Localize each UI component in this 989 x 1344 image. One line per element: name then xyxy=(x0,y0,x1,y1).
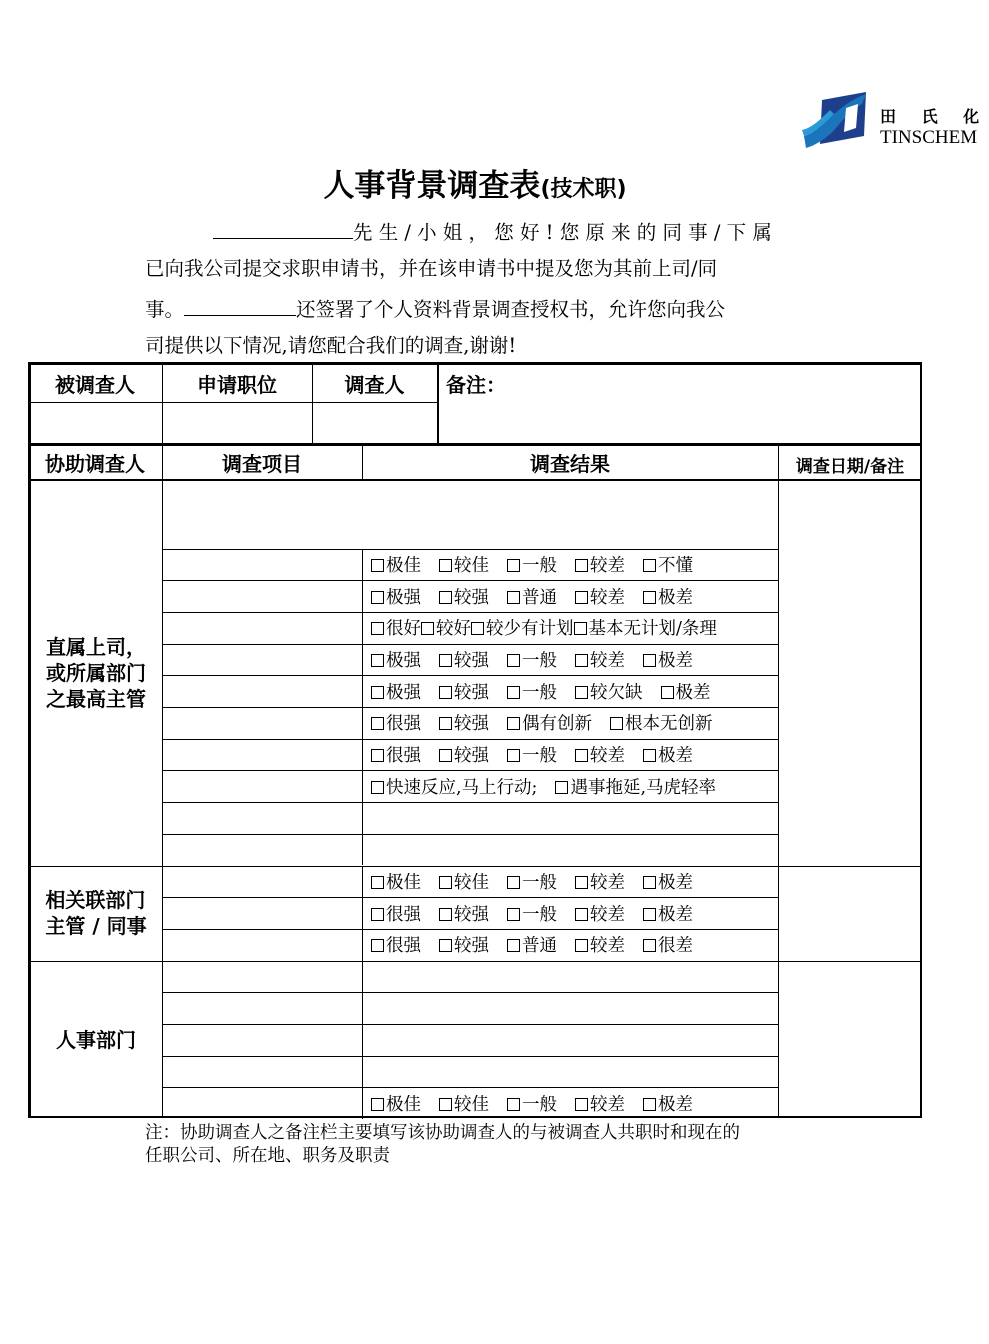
checkbox-label: 很强 xyxy=(386,714,421,735)
checkbox-icon[interactable] xyxy=(371,939,384,952)
survey-item-label xyxy=(162,707,371,739)
checkbox-icon[interactable] xyxy=(643,1098,656,1111)
footnote xyxy=(145,1122,845,1168)
header-remarks: 备注： xyxy=(446,372,506,397)
checkbox-icon[interactable] xyxy=(421,622,434,635)
checkbox-label: 极佳 xyxy=(386,1094,421,1115)
checkbox-icon[interactable] xyxy=(371,876,384,889)
checkbox-option[interactable] xyxy=(575,932,625,957)
survey-result-cell[interactable] xyxy=(362,929,787,961)
checkbox-option[interactable] xyxy=(507,742,557,767)
checkbox-label: 较强 xyxy=(454,682,489,703)
survey-item-label xyxy=(162,866,371,898)
col-header-item: 调查项目 xyxy=(222,451,302,476)
group-label-text: 相关联部门 主管 / 同事 xyxy=(45,888,147,939)
checkbox-label: 较佳 xyxy=(454,555,489,576)
checkbox-icon[interactable] xyxy=(643,654,656,667)
checkbox-label: 很好 xyxy=(386,619,421,640)
checkbox-option[interactable] xyxy=(371,932,421,957)
checkbox-icon[interactable] xyxy=(439,749,452,762)
checkbox-label: 极差 xyxy=(658,872,693,893)
subject-input-cell[interactable] xyxy=(30,404,162,442)
divider-top-col3 xyxy=(437,362,439,444)
survey-item-label xyxy=(162,644,371,676)
checkbox-icon[interactable] xyxy=(643,939,656,952)
checkbox-icon[interactable] xyxy=(439,591,452,604)
divider-col-result xyxy=(362,866,363,898)
checkbox-icon[interactable] xyxy=(575,686,588,699)
survey-result-cell[interactable] xyxy=(362,770,787,802)
checkbox-icon[interactable] xyxy=(661,686,674,699)
checkbox-option[interactable] xyxy=(575,584,625,609)
survey-item-label xyxy=(162,961,371,993)
checkbox-icon[interactable] xyxy=(371,908,384,921)
checkbox-icon[interactable] xyxy=(471,622,484,635)
candidate-blank-field[interactable] xyxy=(184,295,296,316)
checkbox-icon[interactable] xyxy=(439,654,452,667)
survey-result-cell[interactable] xyxy=(362,707,787,739)
checkbox-label: 一般 xyxy=(522,650,557,671)
group-label xyxy=(30,961,162,1120)
title-main: 人事背景调查表 xyxy=(323,168,541,204)
checkbox-option[interactable] xyxy=(371,1091,421,1116)
checkbox-label: 较强 xyxy=(454,650,489,671)
table-border-right xyxy=(920,362,923,1118)
col-header-date: 调查日期/备注 xyxy=(795,456,905,477)
survey-item-label xyxy=(162,834,371,866)
checkbox-option[interactable] xyxy=(439,679,489,704)
survey-result-cell[interactable] xyxy=(362,1056,787,1088)
divider-top-col2 xyxy=(312,362,313,444)
checkbox-icon[interactable] xyxy=(371,781,384,794)
checkbox-icon[interactable] xyxy=(575,559,588,572)
checkbox-label: 极差 xyxy=(658,904,693,925)
intro-line-4: 司提供以下情况,请您配合我们的调查,谢谢! xyxy=(145,334,517,357)
checkbox-label: 较强 xyxy=(454,714,489,735)
checkbox-option[interactable] xyxy=(507,647,557,672)
survey-table xyxy=(28,362,922,1118)
divider-col-result-header xyxy=(362,444,363,480)
checkbox-option[interactable] xyxy=(439,552,489,577)
footnote-line-1: 注：协助调查人之备注栏主要填写该协助调查人的与被调查人共职时和现在的 xyxy=(145,1123,740,1143)
checkbox-icon[interactable] xyxy=(371,717,384,730)
divider-top-header xyxy=(28,402,438,403)
checkbox-icon[interactable] xyxy=(371,686,384,699)
checkbox-label: 一般 xyxy=(522,555,557,576)
intro-line-1-text: 先 生 / 小 姐 ， 您 好 ! 您 原 来 的 同 事 / 下 属 xyxy=(353,221,772,244)
checkbox-icon[interactable] xyxy=(439,939,452,952)
divider-col-result xyxy=(362,580,363,612)
checkbox-option[interactable] xyxy=(507,1091,557,1116)
position-input-cell[interactable] xyxy=(164,404,312,442)
survey-item-label xyxy=(162,675,371,707)
checkbox-label: 一般 xyxy=(522,1094,557,1115)
checkbox-icon[interactable] xyxy=(371,591,384,604)
checkbox-icon[interactable] xyxy=(507,939,520,952)
checkbox-option[interactable] xyxy=(439,584,489,609)
checkbox-label: 较欠缺 xyxy=(590,682,643,703)
group-label xyxy=(30,481,162,866)
checkbox-option[interactable] xyxy=(575,1091,625,1116)
checkbox-option[interactable] xyxy=(471,615,574,640)
intro-line-1 xyxy=(145,218,805,245)
divider-col-result xyxy=(362,612,363,644)
checkbox-option[interactable] xyxy=(439,869,489,894)
group-label-text: 人事部门 xyxy=(56,1027,136,1052)
checkbox-label: 很强 xyxy=(386,936,421,957)
checkbox-label: 一般 xyxy=(522,746,557,767)
checkbox-label: 较强 xyxy=(454,904,489,925)
checkbox-label: 较佳 xyxy=(454,872,489,893)
checkbox-icon[interactable] xyxy=(610,717,623,730)
checkbox-option[interactable] xyxy=(643,742,693,767)
divider-col-result xyxy=(362,834,363,866)
checkbox-icon[interactable] xyxy=(643,749,656,762)
group-label-text: 直属上司， 或所属部门 之最高主管 xyxy=(46,635,146,711)
checkbox-icon[interactable] xyxy=(507,686,520,699)
checkbox-label: 很差 xyxy=(658,936,693,957)
checkbox-label: 快速反应,马上行动; xyxy=(386,777,538,798)
intro-line-2: 已向我公司提交求职申请书，并在该申请书中提及您为其前上司/同 xyxy=(145,257,718,280)
divider-top-col1 xyxy=(162,362,163,444)
survey-item-label xyxy=(162,1024,371,1056)
checkbox-icon[interactable] xyxy=(507,876,520,889)
checkbox-icon[interactable] xyxy=(643,591,656,604)
checkbox-option[interactable] xyxy=(643,647,693,672)
header-investigator: 调查人 xyxy=(344,372,405,397)
divider-col-result xyxy=(362,1087,363,1119)
checkbox-option[interactable] xyxy=(643,552,693,577)
divider-col-result xyxy=(362,802,363,834)
divider-col-result xyxy=(362,770,363,802)
checkbox-option[interactable] xyxy=(371,774,537,799)
checkbox-label: 普通 xyxy=(522,936,557,957)
checkbox-label: 根本无创新 xyxy=(625,714,713,735)
checkbox-option[interactable] xyxy=(661,679,711,704)
checkbox-label: 极佳 xyxy=(386,555,421,576)
divider-col-result xyxy=(362,644,363,676)
checkbox-label: 较差 xyxy=(590,1094,625,1115)
header-subject: 被调查人 xyxy=(55,372,135,397)
checkbox-icon[interactable] xyxy=(643,876,656,889)
survey-result-cell[interactable] xyxy=(362,612,787,644)
checkbox-option[interactable] xyxy=(610,710,713,735)
checkbox-label: 较差 xyxy=(590,904,625,925)
intro-line-3-prefix: 事。 xyxy=(145,298,185,321)
divider-col-result xyxy=(362,707,363,739)
checkbox-option[interactable] xyxy=(555,774,716,799)
checkbox-label: 一般 xyxy=(522,682,557,703)
checkbox-option[interactable] xyxy=(371,647,421,672)
checkbox-label: 普通 xyxy=(522,587,557,608)
checkbox-label: 较差 xyxy=(590,872,625,893)
divider-col-result xyxy=(362,929,363,961)
logo-chinese-text: 田 氏 化 xyxy=(880,107,989,126)
checkbox-icon[interactable] xyxy=(507,717,520,730)
col-header-result: 调查结果 xyxy=(530,451,610,476)
checkbox-option[interactable] xyxy=(421,615,471,640)
survey-result-cell[interactable] xyxy=(362,866,787,898)
checkbox-label: 较差 xyxy=(590,555,625,576)
checkbox-label: 极强 xyxy=(386,650,421,671)
checkbox-label: 基本无计划/条理 xyxy=(588,619,717,640)
footnote-line-2: 任职公司、所在地、职务及职责 xyxy=(145,1146,390,1166)
checkbox-icon[interactable] xyxy=(507,908,520,921)
checkbox-icon[interactable] xyxy=(439,559,452,572)
checkbox-label: 较好 xyxy=(436,619,471,640)
survey-item-label xyxy=(162,992,371,1024)
divider-col-result xyxy=(362,675,363,707)
survey-item-label xyxy=(162,612,371,644)
checkbox-icon[interactable] xyxy=(507,749,520,762)
checkbox-label: 极差 xyxy=(658,746,693,767)
checkbox-icon[interactable] xyxy=(507,1098,520,1111)
checkbox-option[interactable] xyxy=(371,679,421,704)
survey-result-cell[interactable] xyxy=(362,1024,787,1056)
survey-result-cell[interactable] xyxy=(362,481,787,549)
survey-result-cell[interactable] xyxy=(362,739,787,771)
divider-col-result xyxy=(362,549,363,581)
checkbox-icon[interactable] xyxy=(439,1098,452,1111)
investigator-input-cell[interactable] xyxy=(314,404,437,442)
checkbox-option[interactable] xyxy=(575,742,625,767)
checkbox-option[interactable] xyxy=(371,869,421,894)
checkbox-label: 较差 xyxy=(590,587,625,608)
checkbox-icon[interactable] xyxy=(575,654,588,667)
checkbox-icon[interactable] xyxy=(574,622,587,635)
checkbox-option[interactable] xyxy=(371,742,421,767)
checkbox-option[interactable] xyxy=(575,901,625,926)
checkbox-label: 较少有计划 xyxy=(486,619,574,640)
divider-col-result xyxy=(362,897,363,929)
checkbox-icon[interactable] xyxy=(575,1098,588,1111)
checkbox-icon[interactable] xyxy=(555,781,568,794)
checkbox-option[interactable] xyxy=(507,710,592,735)
survey-item-label xyxy=(162,549,371,581)
checkbox-label: 偶有创新 xyxy=(522,714,592,735)
checkbox-option[interactable] xyxy=(507,584,557,609)
divider-col-result xyxy=(362,1056,363,1088)
group-label xyxy=(30,866,162,961)
checkbox-option[interactable] xyxy=(643,584,693,609)
checkbox-option[interactable] xyxy=(371,901,421,926)
checkbox-icon[interactable] xyxy=(575,939,588,952)
header-position: 申请职位 xyxy=(197,372,277,397)
remarks-input-cell[interactable] xyxy=(439,404,920,442)
checkbox-icon[interactable] xyxy=(371,622,384,635)
survey-result-cell[interactable] xyxy=(362,549,787,581)
checkbox-icon[interactable] xyxy=(507,559,520,572)
checkbox-option[interactable] xyxy=(507,901,557,926)
checkbox-label: 很强 xyxy=(386,746,421,767)
checkbox-option[interactable] xyxy=(575,869,625,894)
checkbox-option[interactable] xyxy=(507,679,557,704)
survey-result-cell[interactable] xyxy=(362,834,787,866)
checkbox-option[interactable] xyxy=(507,552,557,577)
checkbox-icon[interactable] xyxy=(371,559,384,572)
checkbox-label: 较差 xyxy=(590,746,625,767)
checkbox-option[interactable] xyxy=(575,647,625,672)
survey-item-label xyxy=(162,481,371,551)
name-blank-field[interactable] xyxy=(213,218,353,239)
divider-col-result xyxy=(362,961,363,993)
divider-col-result xyxy=(362,1024,363,1056)
checkbox-label: 极差 xyxy=(675,682,711,703)
checkbox-label: 极差 xyxy=(658,587,693,608)
checkbox-icon[interactable] xyxy=(643,908,656,921)
col-header-assistant: 协助调查人 xyxy=(45,451,145,476)
survey-result-cell[interactable] xyxy=(362,1087,787,1119)
checkbox-option[interactable] xyxy=(507,869,557,894)
checkbox-option[interactable] xyxy=(439,742,489,767)
checkbox-label: 较强 xyxy=(454,587,489,608)
checkbox-icon[interactable] xyxy=(575,749,588,762)
checkbox-option[interactable] xyxy=(439,901,489,926)
checkbox-option[interactable] xyxy=(643,901,693,926)
checkbox-option[interactable] xyxy=(439,647,489,672)
checkbox-icon[interactable] xyxy=(371,654,384,667)
checkbox-label: 一般 xyxy=(522,904,557,925)
survey-result-cell[interactable] xyxy=(362,897,787,929)
checkbox-icon[interactable] xyxy=(439,686,452,699)
checkbox-option[interactable] xyxy=(371,710,421,735)
checkbox-icon[interactable] xyxy=(575,908,588,921)
divider-col-result xyxy=(362,739,363,771)
survey-result-cell[interactable] xyxy=(362,802,787,834)
checkbox-icon[interactable] xyxy=(439,717,452,730)
logo-english-text: TINSCHEM xyxy=(880,127,978,148)
checkbox-label: 极强 xyxy=(386,682,421,703)
checkbox-label: 较差 xyxy=(590,650,625,671)
checkbox-label: 极差 xyxy=(658,1094,693,1115)
checkbox-label: 较强 xyxy=(454,746,489,767)
checkbox-option[interactable] xyxy=(371,615,421,640)
divider-col-result xyxy=(362,992,363,1024)
survey-item-label xyxy=(162,1056,371,1088)
survey-item-label xyxy=(162,929,371,961)
survey-result-cell[interactable] xyxy=(362,675,787,707)
checkbox-label: 不懂 xyxy=(658,555,693,576)
checkbox-icon[interactable] xyxy=(371,1098,384,1111)
survey-item-label xyxy=(162,770,371,802)
survey-result-cell[interactable] xyxy=(362,644,787,676)
checkbox-option[interactable] xyxy=(371,552,421,577)
checkbox-icon[interactable] xyxy=(439,908,452,921)
checkbox-option[interactable] xyxy=(575,552,625,577)
intro-line-3 xyxy=(145,295,805,322)
checkbox-label: 较强 xyxy=(454,936,489,957)
survey-item-label xyxy=(162,739,371,771)
checkbox-icon[interactable] xyxy=(507,654,520,667)
checkbox-icon[interactable] xyxy=(439,876,452,889)
checkbox-label: 极差 xyxy=(658,650,693,671)
checkbox-icon[interactable] xyxy=(507,591,520,604)
survey-result-cell[interactable] xyxy=(362,992,787,1024)
checkbox-option[interactable] xyxy=(507,932,557,957)
survey-item-label xyxy=(162,580,371,612)
survey-item-label xyxy=(162,802,371,834)
checkbox-option[interactable] xyxy=(575,679,643,704)
checkbox-icon[interactable] xyxy=(643,559,656,572)
checkbox-option[interactable] xyxy=(643,932,693,957)
checkbox-label: 遇事拖延,马虎轻率 xyxy=(570,777,717,798)
checkbox-option[interactable] xyxy=(439,710,489,735)
checkbox-label: 较佳 xyxy=(454,1094,489,1115)
survey-result-cell[interactable] xyxy=(362,580,787,612)
checkbox-option[interactable] xyxy=(371,584,421,609)
checkbox-icon[interactable] xyxy=(575,591,588,604)
checkbox-option[interactable] xyxy=(439,932,489,957)
checkbox-label: 一般 xyxy=(522,872,557,893)
checkbox-icon[interactable] xyxy=(575,876,588,889)
page-title xyxy=(0,160,950,205)
checkbox-icon[interactable] xyxy=(371,749,384,762)
survey-item-label xyxy=(162,897,371,929)
checkbox-label: 极佳 xyxy=(386,872,421,893)
checkbox-label: 很强 xyxy=(386,904,421,925)
checkbox-option[interactable] xyxy=(574,615,717,640)
survey-item-label xyxy=(162,1087,371,1119)
checkbox-option[interactable] xyxy=(439,1091,489,1116)
checkbox-label: 较差 xyxy=(590,936,625,957)
checkbox-option[interactable] xyxy=(643,1091,693,1116)
checkbox-label: 极强 xyxy=(386,587,421,608)
survey-result-cell[interactable] xyxy=(362,961,787,993)
intro-line-3-suffix: 还签署了个人资料背景调查授权书，允许您向我公 xyxy=(296,298,726,321)
title-sub: (技术职) xyxy=(540,177,627,202)
checkbox-option[interactable] xyxy=(643,869,693,894)
